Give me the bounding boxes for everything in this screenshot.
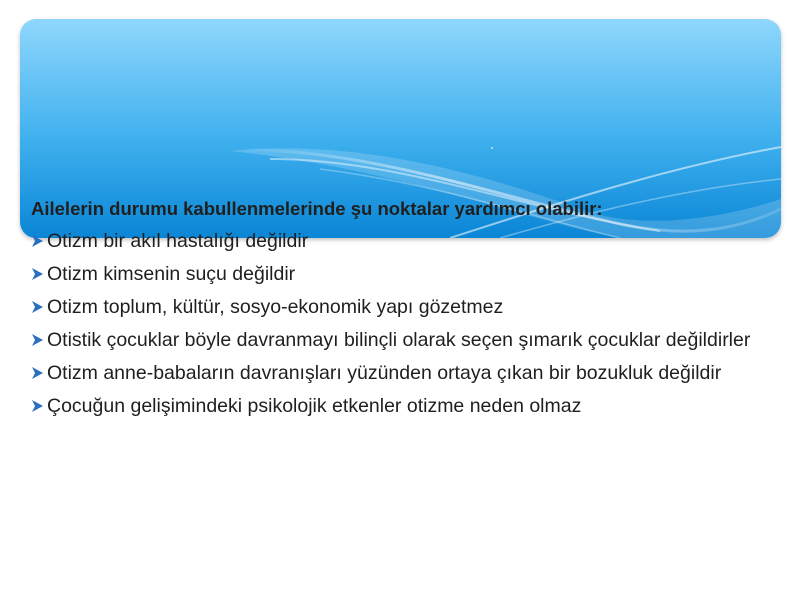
- slide-heading: Ailelerin durumu kabullenmelerinde şu noktalar yardımcı olabilir:: [31, 198, 603, 219]
- bullet-list: [31, 229, 771, 419]
- bullet-text: Otizm toplum, kültür, sosyo-ekonomik yapı gözetmez: [47, 296, 504, 318]
- bullet-text: Otizm kimsenin suçu değildir: [47, 263, 296, 285]
- arrow-bullet-icon: [31, 361, 47, 386]
- arrow-bullet-icon: [31, 229, 47, 254]
- slide-content: [31, 198, 771, 427]
- list-item: [31, 262, 771, 287]
- list-item: [31, 361, 771, 386]
- bullet-text: Çocuğun gelişimindeki psikolojik etkenler otizme neden olmaz: [47, 395, 582, 417]
- bullet-text: Otistik çocuklar böyle davranmayı bilinçli olarak seçen şımarık çocuklar değildirler: [47, 329, 751, 351]
- bullet-text: Otizm anne-babaların davranışları yüzünden ortaya çıkan bir bozukluk değildir: [47, 362, 722, 384]
- list-item: [31, 394, 771, 419]
- list-item: [31, 295, 771, 320]
- list-item: [31, 229, 771, 254]
- list-item: [31, 328, 771, 353]
- arrow-bullet-icon: [31, 394, 47, 419]
- arrow-bullet-icon: [31, 328, 47, 353]
- arrow-bullet-icon: [31, 262, 47, 287]
- bullet-text: Otizm bir akıl hastalığı değildir: [47, 230, 309, 252]
- arrow-bullet-icon: [31, 295, 47, 320]
